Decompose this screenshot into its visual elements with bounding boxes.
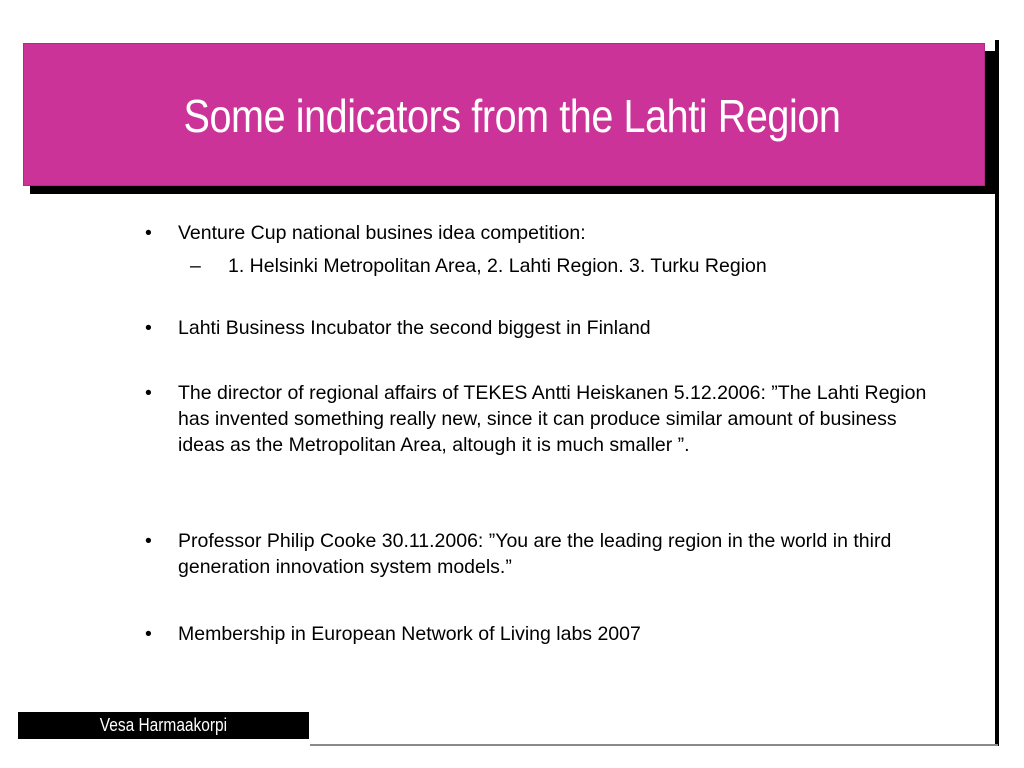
bullet-marker: • [145, 530, 152, 552]
bullet-text: Lahti Business Incubator the second biggest in Finland [178, 317, 651, 339]
bullet-item [145, 621, 938, 647]
bullet-marker: • [145, 382, 152, 404]
bullet-item [145, 380, 948, 458]
bullet-item [145, 315, 938, 341]
bullet-marker: • [145, 222, 152, 244]
bullet-item [145, 528, 948, 580]
bullet-marker: • [145, 623, 152, 645]
bullet-item [145, 220, 938, 246]
sub-bullet-text: 1. Helsinki Metropolitan Area, 2. Lahti Region. 3. Turku Region [228, 255, 767, 277]
bullet-marker: • [145, 317, 152, 339]
footer-author-box [18, 712, 309, 739]
bullet-text: Venture Cup national busines idea competition: [178, 222, 586, 244]
footer-author-name: Vesa Harmaakorpi [99, 715, 228, 735]
bullet-text: Membership in European Network of Living labs 2007 [178, 623, 641, 645]
sub-bullet-marker: – [190, 255, 201, 277]
sub-bullet-item [190, 253, 948, 279]
slide-title: Some indicators from the Lahti Region [183, 90, 841, 142]
bullet-text: Professor Philip Cooke 30.11.2006: ”You are the leading region in the world in third generation innovation system models.” [178, 530, 892, 578]
bottom-border-line [310, 744, 998, 746]
bullet-text: The director of regional affairs of TEKES Antti Heiskanen 5.12.2006: ”The Lahti Region has invented something really new, since it can produce similar amount of business ideas as the Metropolitan Area, altough it is much smaller ”. [178, 382, 927, 456]
